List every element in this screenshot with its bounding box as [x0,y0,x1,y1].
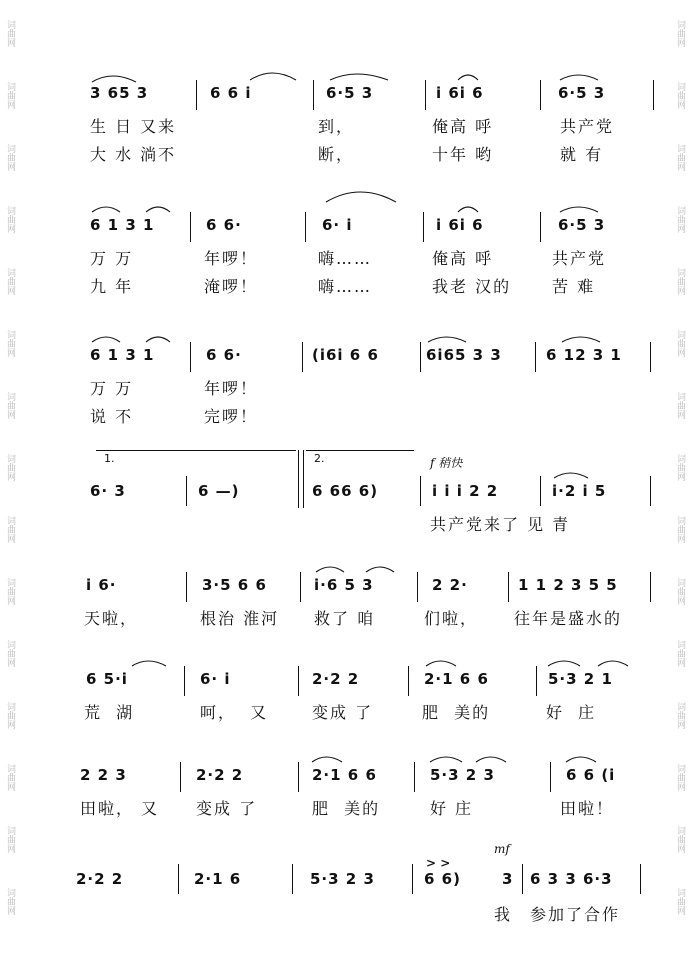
barline [508,572,509,602]
measure: 2 2 3 [80,766,127,784]
measure: 6·5 3 [558,216,606,234]
barline [186,476,187,506]
measure: 6 —) [198,482,240,500]
lyric-line: 天啦， [84,609,139,628]
measure: 6· 3 [90,482,126,500]
lyric-line: 根治 淮河 [200,609,280,628]
watermark-text: 词曲网 [5,453,15,481]
barline [650,342,651,372]
lyric-line: 变成 了 [196,799,258,818]
lyric-verse2: 苦 难 [552,277,596,296]
slur [92,337,120,342]
watermark-text: 词曲网 [675,515,685,543]
lyric-line: 们啦， [424,609,479,628]
barline [408,666,409,696]
measure: 6 1 3 1 [90,346,155,364]
watermark-text: 词曲网 [5,887,15,915]
lyric-verse1: 年啰！ [204,249,259,268]
lyric-verse2: 大 水 淌不 [90,145,177,164]
measure: i 6i 6 [436,216,484,234]
lyric-line: 呵， 又 [200,703,269,722]
barline [536,666,537,696]
barline [298,762,299,792]
slur [132,661,166,666]
slur [428,337,466,342]
lyric-verse1: 年啰！ [204,379,259,398]
watermark-text: 词曲网 [675,577,685,605]
measure: 3·5 6 6 [202,576,267,594]
measure: 3 [502,870,514,888]
lyric-line: 我 [494,905,513,924]
lyric-line: 救了 咱 [314,609,376,628]
watermark-text: 词曲网 [675,639,685,667]
watermark-text: 词曲网 [675,453,685,481]
lyric-verse2: 说 不 [90,407,134,426]
barline [298,666,299,696]
watermark-text: 词曲网 [5,329,15,357]
lyric-verse2: 九 年 [90,277,134,296]
lyric-verse1: 嗨…… [318,249,373,268]
measure: 2·1 6 6 [424,670,489,688]
slur [560,75,598,80]
dynamics-marking: mf [494,842,510,856]
barline [186,572,187,602]
watermark-text: 词曲网 [5,825,15,853]
volta-bracket-2 [306,450,414,451]
watermark-text: 词曲网 [675,763,685,791]
slur [250,73,296,80]
barline [313,80,314,110]
lyric-verse1: 万 万 [90,379,134,398]
slur [146,207,170,212]
watermark-text: 词曲网 [5,267,15,295]
measure: 2·2 2 [312,670,360,688]
barline [420,342,421,372]
barline [417,572,418,602]
measure: 1 1 2 3 5 5 [518,576,618,594]
measure: 2·2 2 [76,870,124,888]
watermark-text: 词曲网 [675,81,685,109]
barline [178,864,179,894]
accent-marks: > > [426,856,451,870]
measure: 3 65 3 [90,84,149,102]
barline [540,476,541,506]
watermark-text: 词曲网 [675,205,685,233]
measure: 2 2· [432,576,468,594]
measure: i·6 5 3 [314,576,374,594]
barline [540,212,541,242]
slur [430,757,462,762]
barline [414,762,415,792]
barline [412,864,413,894]
volta-bracket-1 [96,450,296,451]
lyric-verse2: 完啰！ [204,407,259,426]
barline [425,80,426,110]
watermark-text: 词曲网 [5,701,15,729]
slur [566,757,596,762]
measure: 5·3 2 3 [430,766,495,784]
lyric-verse2: 淹啰！ [204,277,259,296]
watermark-text: 词曲网 [5,81,15,109]
measure: i 6· [86,576,117,594]
measure: 5·3 2 3 [310,870,375,888]
slur [598,661,628,666]
measure: 6·5 3 [558,84,606,102]
lyric-line: 参加了合作 [530,905,621,924]
volta-label-1: 1. [104,452,115,465]
watermark-text: 词曲网 [675,887,685,915]
lyric-verse2: 断， [318,145,355,164]
lyric-verse1: 共产党 [552,249,607,268]
watermark-text: 词曲网 [675,267,685,295]
watermark-text: 词曲网 [675,825,685,853]
measure: 6 6· [206,346,242,364]
slur [312,757,342,762]
measure: 2·1 6 [194,870,242,888]
measure: 6 1 3 1 [90,216,155,234]
measure: 6 5·i [86,670,128,688]
watermark-text: 词曲网 [675,19,685,47]
tempo-marking: f 稍快 [430,456,463,470]
lyric-verse2: 就 有 [560,145,604,164]
watermark-text: 词曲网 [5,763,15,791]
lyric-line: 共产党来了 见 青 [430,515,571,534]
barline [196,80,197,110]
slur [458,75,478,80]
lyric-line: 好 庄 [546,703,597,722]
barline [540,80,541,110]
volta-label-2: 2. [314,452,325,465]
watermark-text: 词曲网 [675,329,685,357]
lyric-verse2: 十年 哟 [432,145,494,164]
measure: 6 6 (i [566,766,616,784]
lyric-verse2: 嗨…… [318,277,373,296]
barline [180,762,181,792]
barline [650,572,651,602]
barline [650,476,651,506]
slur [554,473,588,478]
measure: 6 3 3 6·3 [530,870,613,888]
lyric-line: 好 庄 [430,799,474,818]
barline [550,762,551,792]
measure: 6 66 6) [312,482,379,500]
barline [423,212,424,242]
measure: 6 6 i [210,84,252,102]
watermark-text: 词曲网 [5,143,15,171]
measure: 6 12 3 1 [546,346,622,364]
barline [300,572,301,602]
repeat-barline [298,450,304,508]
barline [190,212,191,242]
watermark-text: 词曲网 [675,701,685,729]
slur [92,207,120,212]
watermark-text: 词曲网 [5,19,15,47]
measure: i i i 2 2 [432,482,499,500]
measure: 6· i [322,216,353,234]
lyric-verse1: 到， [318,117,355,136]
barline [190,342,191,372]
measure: 5·3 2 1 [548,670,613,688]
barline [305,212,306,242]
lyric-line: 田啦， 又 [80,799,160,818]
slur [146,337,170,342]
lyric-verse1: 万 万 [90,249,134,268]
slur [326,192,396,202]
barline [292,864,293,894]
slur [560,207,598,212]
measure: 2·1 6 6 [312,766,377,784]
barline [640,864,641,894]
slur [330,74,388,80]
lyric-verse1: 共产党 [560,117,615,136]
slur [92,76,136,82]
lyric-verse2: 我老 汉的 [432,277,512,296]
measure: 6 6) [424,870,461,888]
slur [548,661,580,666]
watermark-text: 词曲网 [5,577,15,605]
barline [535,342,536,372]
measure: i·2 i 5 [552,482,607,500]
lyric-verse1: 俺高 呼 [432,249,494,268]
slur [366,567,394,572]
lyric-line: 肥 美的 [312,799,381,818]
measure: 2·2 2 [196,766,244,784]
lyric-line: 肥 美的 [422,703,491,722]
slur [562,337,600,342]
measure: 6· i [200,670,231,688]
measure: 6i65 3 3 [426,346,502,364]
watermark-text: 词曲网 [5,515,15,543]
measure: 6·5 3 [326,84,374,102]
barline [302,342,303,372]
watermark-text: 词曲网 [5,639,15,667]
slur [426,661,456,666]
slur [458,207,478,212]
barline [653,80,654,110]
lyric-line: 荒 湖 [84,703,135,722]
lyric-line: 变成 了 [312,703,374,722]
slur [476,757,506,762]
lyric-line: 往年是盛水的 [514,609,623,628]
slur [316,567,344,572]
barline [184,666,185,696]
measure: 6 6· [206,216,242,234]
measure: i 6i 6 [436,84,484,102]
watermark-text: 词曲网 [5,391,15,419]
watermark-text: 词曲网 [5,205,15,233]
barline [522,864,523,894]
lyric-verse1: 生 日 又来 [90,117,177,136]
lyric-line: 田啦！ [560,799,615,818]
watermark-text: 词曲网 [675,143,685,171]
watermark-text: 词曲网 [675,391,685,419]
lyric-verse1: 俺高 呼 [432,117,494,136]
barline [420,476,421,506]
measure: (i6i 6 6 [312,346,379,364]
